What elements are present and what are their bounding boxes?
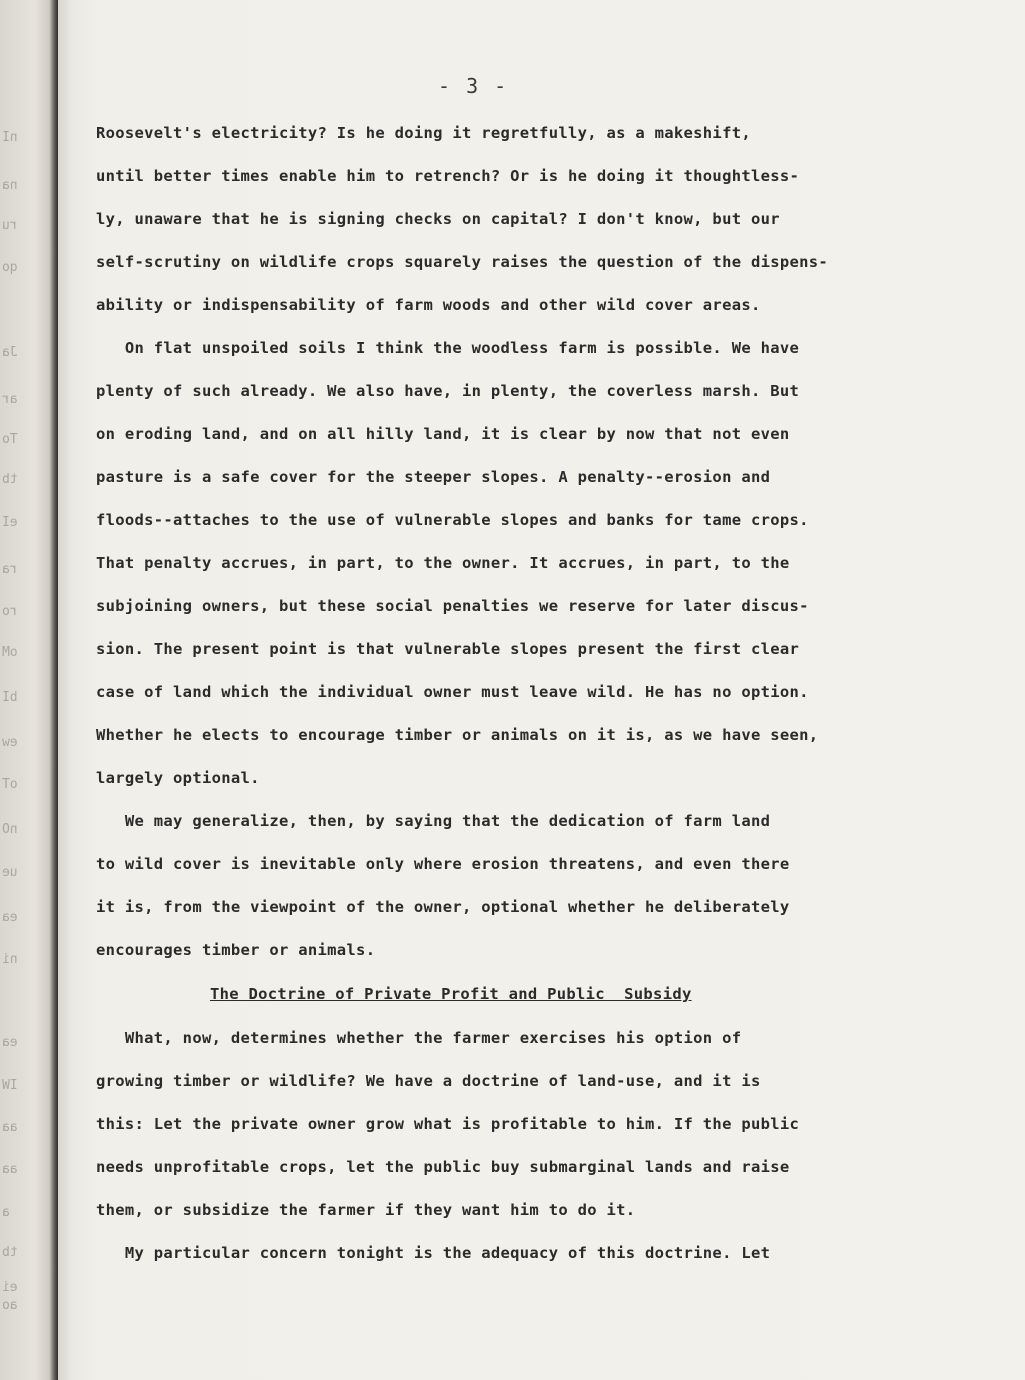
- bleed-through-fragment: ea: [2, 910, 18, 925]
- bleed-through-fragment: qo: [2, 260, 18, 275]
- bleed-through-fragment: ar: [2, 392, 18, 407]
- bleed-through-fragment: bI: [2, 690, 18, 705]
- text-line: plenty of such already. We also have, in plenty, the coverless marsh. But: [96, 382, 800, 400]
- text-line: encourages timber or animals.: [96, 941, 376, 959]
- text-line: until better times enable him to retrench? Or is he doing it thoughtless-: [96, 167, 800, 185]
- text-line: needs unprofitable crops, let the public buy submarginal lands and raise: [96, 1158, 790, 1176]
- text-line: largely optional.: [96, 769, 260, 787]
- bleed-through-fragment: ea: [2, 1035, 18, 1050]
- bleed-through-fragment: ni: [2, 952, 18, 967]
- bleed-through-fragment: Ja: [2, 345, 18, 360]
- text-line: Whether he elects to encourage timber or animals on it is, as we have seen,: [96, 726, 819, 744]
- bleed-through-fragment: ao: [2, 1298, 18, 1313]
- section-heading: The Doctrine of Private Profit and Public Subsidy: [210, 985, 692, 1003]
- text-line: ly, unaware that he is signing checks on capital? I don't know, but our: [96, 210, 780, 228]
- bleed-through-fragment: nO: [2, 822, 18, 837]
- text-line: sion. The present point is that vulnerable slopes present the first clear: [96, 640, 800, 658]
- paragraph-1: [96, 112, 926, 327]
- bleed-through-fragment: aa: [2, 1162, 18, 1177]
- bleed-through-fragment: ei: [2, 1280, 18, 1295]
- text-line: pasture is a safe cover for the steeper slopes. A penalty--erosion and: [96, 468, 771, 486]
- bleed-through-fragment: a: [2, 1205, 10, 1220]
- bleed-through-fragment: tb: [2, 1245, 18, 1260]
- text-line: floods--attaches to the use of vulnerable slopes and banks for tame crops.: [96, 511, 809, 529]
- bleed-through-fragment: ra: [2, 562, 18, 577]
- text-line: On flat unspoiled soils I think the woodless farm is possible. We have: [96, 339, 800, 357]
- bleed-through-fragment: ue: [2, 865, 18, 880]
- text-line: We may generalize, then, by saying that the dedication of farm land: [96, 812, 771, 830]
- bleed-through-fragment: tb: [2, 472, 18, 487]
- paragraph-5: [96, 1232, 926, 1275]
- bleed-through-fragment: oT: [2, 777, 18, 792]
- text-line: subjoining owners, but these social penalties we reserve for later discus-: [96, 597, 809, 615]
- text-line: it is, from the viewpoint of the owner, optional whether he deliberately: [96, 898, 790, 916]
- bleed-through-fragment: IW: [2, 1078, 18, 1093]
- bleed-through-fragment: ru: [2, 218, 18, 233]
- bleed-through-fragment: oM: [2, 645, 18, 660]
- paragraph-3: [96, 800, 926, 972]
- bleed-through-fragment: ro: [2, 604, 18, 619]
- document-page: [58, 0, 1025, 1380]
- bleed-through-fragment: nI: [2, 130, 18, 145]
- paragraph-2: [96, 327, 926, 800]
- text-line: them, or subsidize the farmer if they want him to do it.: [96, 1201, 636, 1219]
- text-line: Roosevelt's electricity? Is he doing it regretfully, as a makeshift,: [96, 124, 751, 142]
- text-line: case of land which the individual owner must leave wild. He has no option.: [96, 683, 809, 701]
- text-line: growing timber or wildlife? We have a doctrine of land-use, and it is: [96, 1072, 761, 1090]
- bleed-through-fragment: na: [2, 178, 18, 193]
- bleed-through-fragment: To: [2, 432, 18, 447]
- text-line: self-scrutiny on wildlife crops squarely raises the question of the dispens-: [96, 253, 829, 271]
- bleed-through-fragment: ew: [2, 735, 18, 750]
- text-line: That penalty accrues, in part, to the owner. It accrues, in part, to the: [96, 554, 790, 572]
- paragraph-4: [96, 1017, 926, 1232]
- section-heading-line: [96, 972, 926, 1017]
- text-line: ability or indispensability of farm woods and other wild cover areas.: [96, 296, 761, 314]
- text-line: to wild cover is inevitable only where erosion threatens, and even there: [96, 855, 790, 873]
- bleed-through-fragment: eI: [2, 515, 18, 530]
- typed-text: [96, 112, 926, 1275]
- text-line: on eroding land, and on all hilly land, it is clear by now that not even: [96, 425, 790, 443]
- text-line: this: Let the private owner grow what is profitable to him. If the public: [96, 1115, 800, 1133]
- bleed-through-fragment: aa: [2, 1120, 18, 1135]
- text-line: What, now, determines whether the farmer exercises his option of: [96, 1029, 742, 1047]
- text-line: My particular concern tonight is the adequacy of this doctrine. Let: [96, 1244, 771, 1262]
- page-number: - 3 -: [438, 74, 509, 98]
